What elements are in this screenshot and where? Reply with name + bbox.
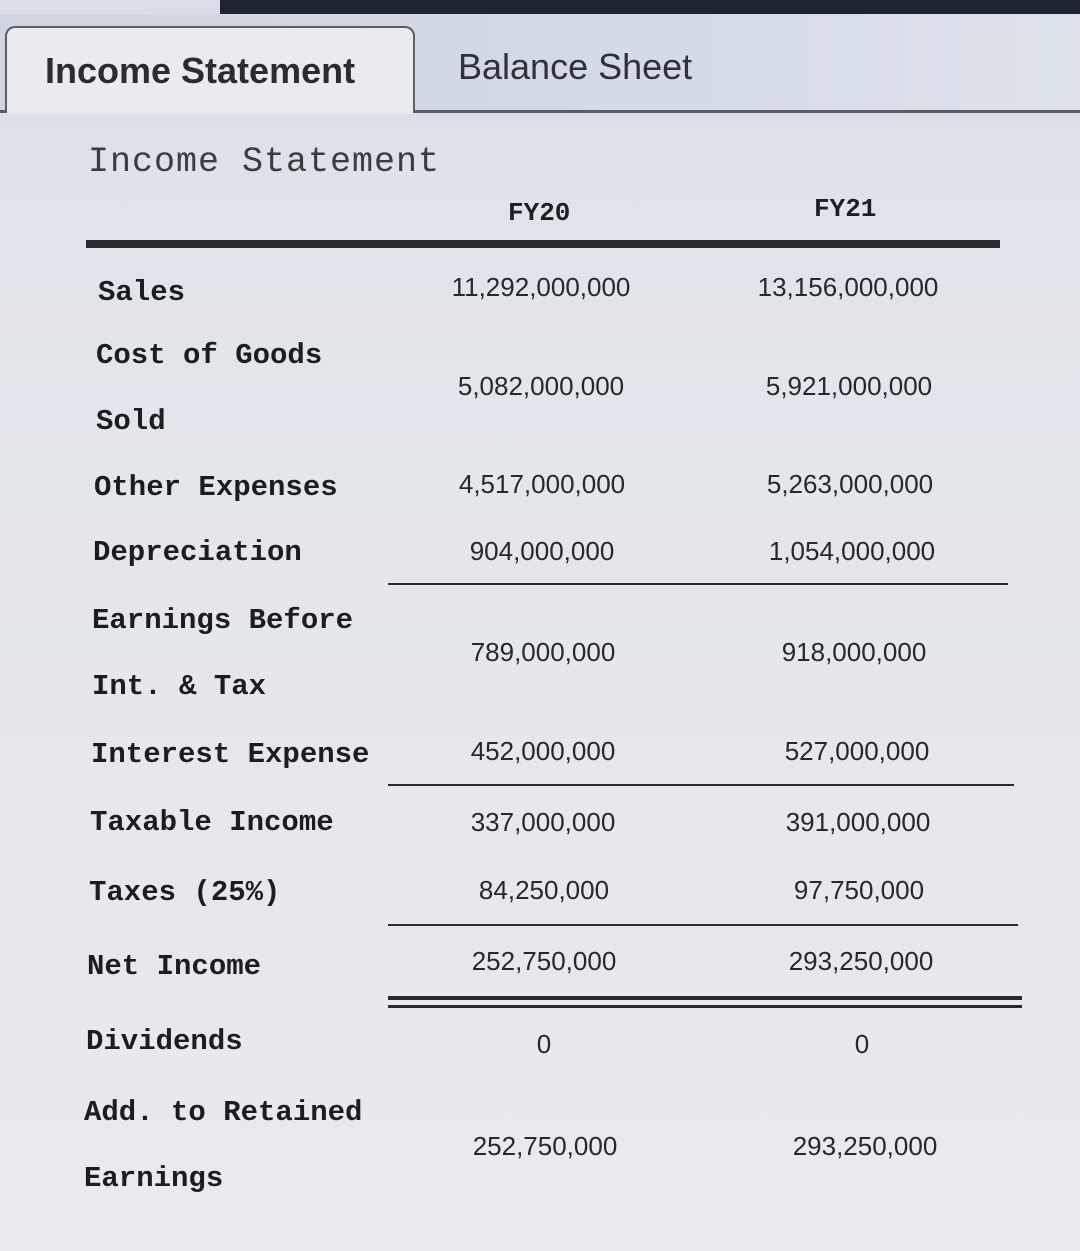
cell-fy20: 452,000,000 [470, 736, 616, 766]
cell-fy21: 293,250,000 [788, 946, 934, 976]
tab-income-statement[interactable] [5, 26, 415, 112]
subtotal-rule-depreciation [388, 583, 1008, 585]
row-label: Add. to Retained [84, 1096, 363, 1129]
cell-fy21: 5,263,000,000 [766, 469, 934, 499]
cell-fy20: 84,250,000 [478, 875, 610, 905]
cell-fy20: 5,082,000,000 [457, 371, 625, 401]
row-label: Taxes (25%) [89, 876, 281, 909]
cell-fy21: 1,054,000,000 [768, 536, 936, 566]
double-rule-top [388, 996, 1022, 1000]
cell-fy20: 11,292,000,000 [451, 272, 631, 302]
double-rule-bottom [388, 1005, 1022, 1008]
cell-fy21: 0 [854, 1029, 870, 1059]
row-label: Dividends [86, 1025, 243, 1058]
row-label: Net Income [87, 950, 262, 983]
tab-balance-sheet[interactable]: Balance Sheet [458, 46, 693, 87]
cell-fy21: 391,000,000 [785, 807, 931, 837]
row-label: Taxable Income [90, 806, 334, 839]
cell-fy20: 252,750,000 [471, 946, 617, 976]
row-label: Cost of Goods [96, 339, 323, 372]
cell-fy21: 97,750,000 [793, 875, 925, 905]
cell-fy21: 918,000,000 [781, 637, 927, 667]
column-header-fy21: FY21 [814, 194, 877, 224]
column-header-fy20: FY20 [508, 198, 571, 228]
cell-fy21: 13,156,000,000 [757, 272, 939, 302]
window-top-bar [220, 0, 1080, 14]
tab-income-statement-label: Income Statement [45, 50, 356, 91]
cell-fy21: 5,921,000,000 [765, 371, 933, 401]
subtotal-rule-taxes [388, 924, 1018, 926]
cell-fy21: 527,000,000 [784, 736, 930, 766]
row-label: Sales [98, 276, 186, 309]
cell-fy20: 789,000,000 [470, 637, 616, 667]
row-label: Depreciation [93, 536, 302, 569]
row-label: Earnings Before [92, 604, 354, 637]
cell-fy21: 293,250,000 [792, 1131, 938, 1161]
row-label: Earnings [84, 1162, 224, 1195]
row-label: Int. & Tax [92, 670, 267, 703]
row-label: Interest Expense [91, 738, 370, 771]
cell-fy20: 0 [536, 1029, 552, 1059]
active-tab-gap [7, 108, 413, 114]
cell-fy20: 4,517,000,000 [458, 469, 626, 499]
cell-fy20: 337,000,000 [470, 807, 616, 837]
row-label: Other Expenses [94, 471, 338, 504]
row-label: Sold [96, 405, 166, 438]
page-title: Income Statement [88, 142, 441, 182]
subtotal-rule-interest [388, 784, 1014, 786]
cell-fy20: 904,000,000 [469, 536, 615, 566]
cell-fy20: 252,750,000 [472, 1131, 618, 1161]
header-thick-rule [86, 240, 1000, 248]
